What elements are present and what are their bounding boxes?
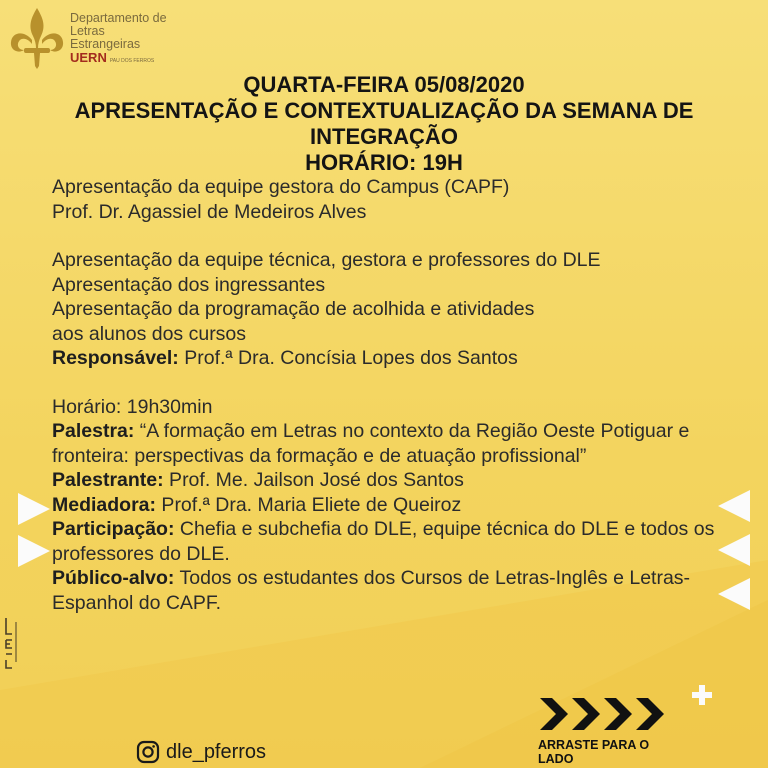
logo-uern: UERN bbox=[70, 50, 107, 65]
header-time: HORÁRIO: 19H bbox=[305, 150, 463, 175]
instagram-handle[interactable] bbox=[136, 738, 266, 766]
mediadora-value: Prof.ª Dra. Maria Eliete de Queiroz bbox=[156, 493, 462, 516]
responsavel-line bbox=[52, 346, 752, 371]
header-title: APRESENTAÇÃO E CONTEXTUALIZAÇÃO DA SEMANA DE INTEGRAÇÃO bbox=[74, 98, 694, 149]
block1-line2: Prof. Dr. Agassiel de Medeiros Alves bbox=[52, 200, 367, 223]
block2-line1: Apresentação da equipe técnica, gestora e professores do DLE bbox=[52, 249, 601, 271]
department-logo bbox=[4, 4, 174, 72]
swipe-hint-label: ARRASTE PARA O LADO bbox=[538, 738, 650, 766]
palestra-label: Palestra: bbox=[52, 420, 135, 442]
responsavel-value: Prof.ª Dra. Concísia Lopes dos Santos bbox=[178, 347, 518, 369]
responsavel-label: Responsável: bbox=[52, 347, 179, 369]
publico-value: Todos os estudantes dos Cursos de Letras-Inglês e Letras-Espanhol do CAPF. bbox=[52, 567, 691, 614]
mediadora-label: Mediadora: bbox=[52, 493, 157, 516]
fleur-de-lis-icon bbox=[6, 6, 68, 70]
block2-line3: Apresentação da programação de acolhida e atividades bbox=[52, 298, 535, 320]
block1-line1: Apresentação da equipe gestora do Campus (CAPF) bbox=[52, 176, 510, 198]
palestra-value: “A formação em Letras no contexto da Região Oeste Potiguar e fronteira: perspectivas da formação e de atuação profissional” bbox=[52, 420, 690, 467]
participacao-value: Chefia e subchefia do DLE, equipe técnica do DLE e todos os professores do DLE. bbox=[52, 518, 715, 565]
logo-text bbox=[70, 12, 180, 68]
logo-line-2: Letras bbox=[70, 24, 105, 38]
logo-line-3: Estrangeiras bbox=[70, 37, 141, 51]
right-triangle-icon bbox=[718, 490, 750, 522]
participacao-line bbox=[52, 517, 752, 566]
block2-line4: aos alunos dos cursos bbox=[52, 322, 247, 345]
right-triangle-icon bbox=[718, 534, 750, 566]
publico-line bbox=[52, 566, 752, 615]
logo-small: PAU DOS FERROS bbox=[109, 58, 155, 64]
artist-signature-icon bbox=[2, 612, 22, 672]
left-triangle-icon bbox=[18, 493, 50, 525]
horario-line: Horário: 19h30min bbox=[52, 395, 213, 418]
palestrante-label: Palestrante: bbox=[52, 469, 164, 491]
event-header bbox=[0, 72, 768, 176]
schedule-content bbox=[52, 175, 752, 615]
publico-label: Público-alvo: bbox=[52, 567, 175, 589]
participacao-label: Participação: bbox=[52, 518, 175, 540]
palestrante-line bbox=[52, 468, 752, 493]
instagram-username: dle_pferros bbox=[166, 740, 267, 763]
right-triangle-icon bbox=[718, 578, 750, 610]
plus-icon bbox=[690, 683, 714, 707]
header-date: QUARTA-FEIRA 05/08/2020 bbox=[243, 72, 525, 97]
mediadora-line bbox=[52, 493, 752, 518]
swipe-chevrons-icon bbox=[538, 694, 668, 734]
instagram-icon bbox=[136, 740, 160, 764]
left-triangle-icon bbox=[18, 535, 50, 567]
palestra-line bbox=[52, 419, 752, 468]
palestrante-value: Prof. Me. Jailson José dos Santos bbox=[163, 469, 464, 491]
block2-line2: Apresentação dos ingressantes bbox=[52, 273, 326, 296]
logo-line-1: Departamento de bbox=[70, 11, 167, 25]
